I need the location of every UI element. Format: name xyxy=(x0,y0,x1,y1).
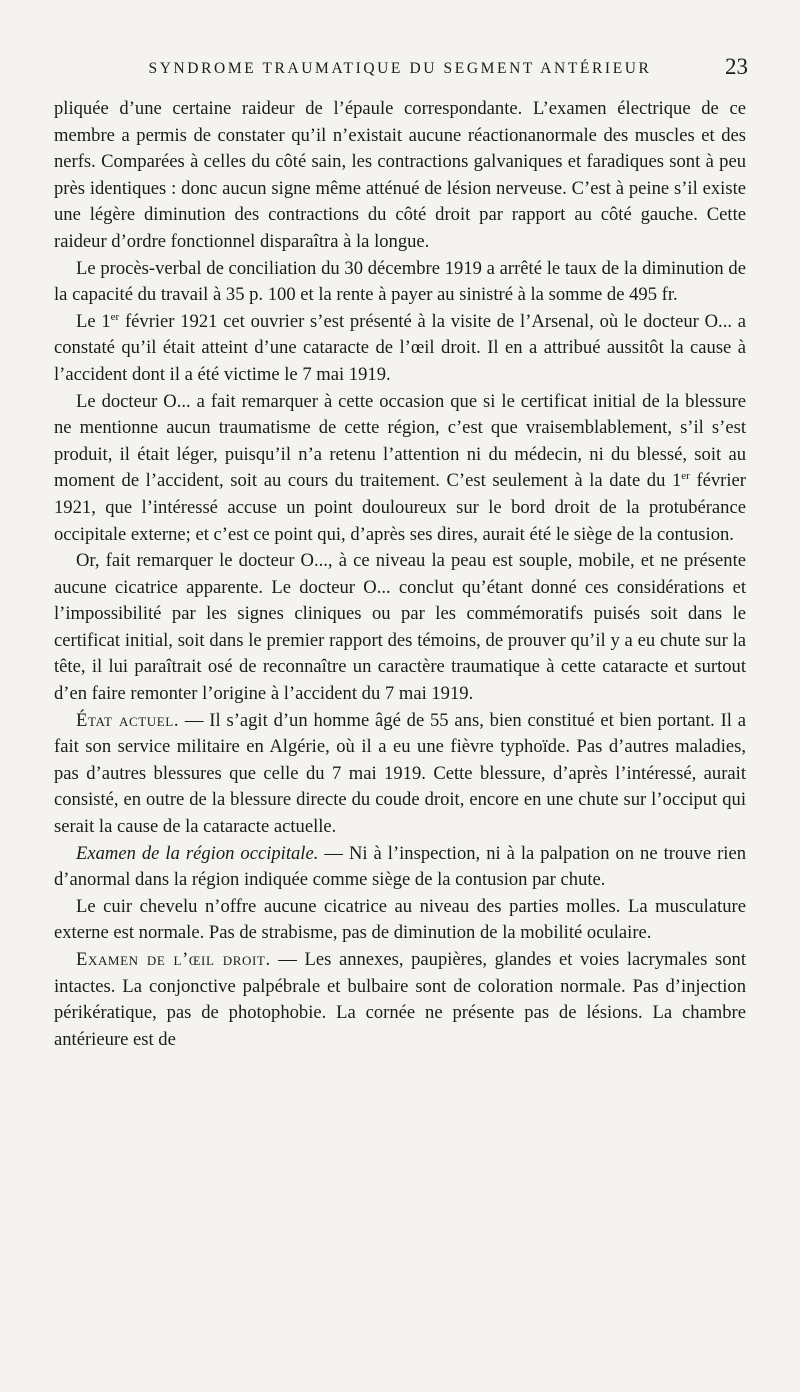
paragraph-4 xyxy=(54,389,746,549)
paragraph-9-text: — Les annexes, paupières, glandes et voies lacrymales sont intactes. La conjonctive palpébrale et bulbaire sont de coloration normale. Pas d’injection périkératique, pas de photophobie. La cornée ne présente pas de lésions. La chambre antérieure est de xyxy=(54,949,746,1050)
running-title: SYNDROME TRAUMATIQUE DU SEGMENT ANTÉRIEUR xyxy=(148,60,652,77)
section-heading-examen-region-occipitale: Examen de la région occipitale. xyxy=(76,842,319,864)
paragraph-3 xyxy=(54,309,746,389)
page-header xyxy=(52,54,748,88)
paragraph-7-text: — Ni à l’inspection, ni à la palpation on ne trouve rien d’anormal dans la région indiquée comme siège de la contusion par chute. xyxy=(54,842,746,891)
section-heading-etat-actuel: État actuel. xyxy=(76,709,180,731)
paragraph-4-start: Le docteur O... a fait remarquer à cette occasion que si le certificat initial de la blessure ne mentionne aucun traumatisme de cette région, c’est que vraisemblablement, s’il s’est produit, il était léger, puisqu’il n’a retenu l’attention ni du médecin, ni du blessé, soit au moment de l’accident, soit au cours du traitement. C’est seulement à la date du 1 xyxy=(54,390,746,492)
ordinal-superscript: er xyxy=(681,470,690,483)
paragraph-6 xyxy=(54,708,746,841)
paragraph-5: Or, fait remarquer le docteur O..., à ce niveau la peau est souple, mobile, et ne présente aucune cicatrice apparente. Le docteur O... conclut qu’étant donné ces considérations et l’impossibilité par les signes cliniques ou par les commémoratifs puisés soit dans le certificat initial, soit dans le premier rapport des témoins, de prouver qu’il y a eu chute sur la tête, il lui paraîtrait osé de reconnaître un caractère traumatique à cette cataracte et surtout d’en faire remonter l’origine à l’accident du 7 mai 1919. xyxy=(54,550,746,705)
paragraph-8: Le cuir chevelu n’offre aucune cicatrice au niveau des parties molles. La musculature externe est normale. Pas de strabisme, pas de diminution de la mobilité oculaire. xyxy=(54,895,746,944)
section-heading-examen-oeil-droit: Examen de l’œil droit. xyxy=(76,949,271,970)
paragraph-7 xyxy=(54,841,746,894)
paragraph-4-rest: février 1921, que l’intéressé accuse un point douloureux sur le bord droit de la protubérance occipitale externe; et c’est ce point qui, d’après ses dires, aurait été le siège de la contusion. xyxy=(54,470,746,545)
paragraph-2: Le procès-verbal de conciliation du 30 décembre 1919 a arrêté le taux de la diminution de la capacité du travail à 35 p. 100 et la rente à payer au sinistré à la somme de 495 fr. xyxy=(54,257,746,306)
paragraph-9 xyxy=(54,947,746,1053)
paragraph-6-text: — Il s’agit d’un homme âgé de 55 ans, bien constitué et bien portant. Il a fait son service militaire en Algérie, où il a eu une fièvre typhoïde. Pas d’autres maladies, pas d’autres blessures que celle du 7 mai 1919. Cette blessure, d’après l’intéressé, aurait consisté, en outre de la blessure directe du coude droit, encore en une chute sur l’occiput qui serait la cause de la cataracte actuelle. xyxy=(54,709,746,838)
paragraph-1: pliquée d’une certaine raideur de l’épaule correspondante. L’examen électrique de ce membre a permis de constater qu’il n’existait aucune réactionanormale des muscles et des nerfs. Comparées à celles du côté sain, les contractions galvaniques et faradiques sont à peu près identiques : donc aucun signe même atténué de lésion nerveuse. C’est à peine s’il existe une légère diminution des contractions du côté droit par rapport au côté gauche. Cette raideur d’ordre fonctionnel disparaîtra à la longue. xyxy=(54,98,746,252)
paragraph-3-rest: février 1921 cet ouvrier s’est présenté à la visite de l’Arsenal, où le docteur O... a constaté qu’il était atteint d’une cataracte de l’œil droit. Il en a attribué aussitôt la cause à l’accident dont il a été victime le 7 mai 1919. xyxy=(54,310,746,385)
body-text xyxy=(54,96,746,1053)
ordinal-superscript: er xyxy=(110,310,120,323)
paragraph-3-start: Le 1 xyxy=(76,310,111,332)
page-number: 23 xyxy=(725,54,748,79)
